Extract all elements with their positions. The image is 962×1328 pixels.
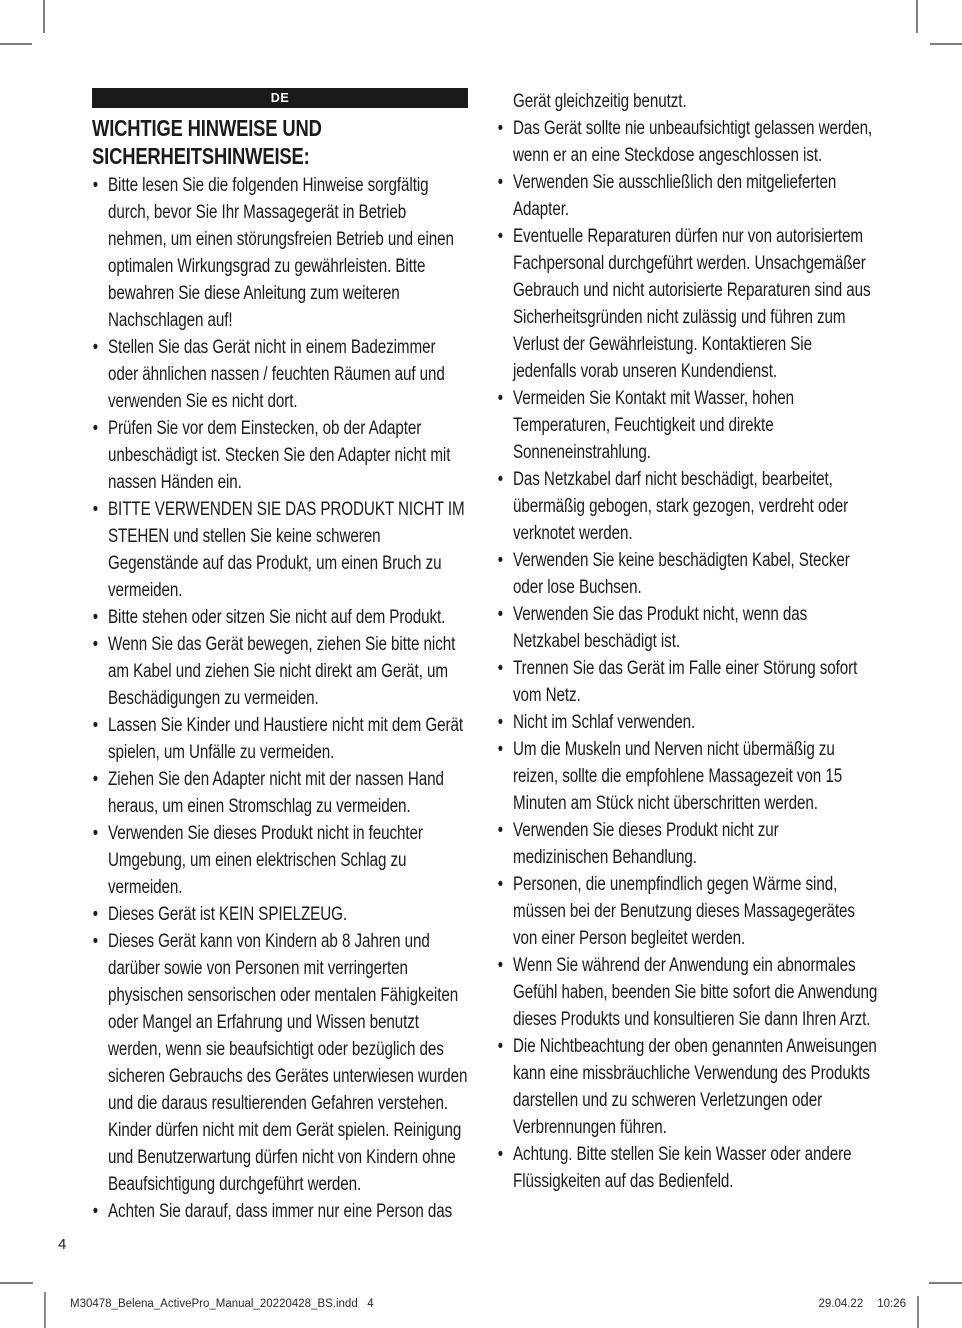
left-column xyxy=(92,114,468,1225)
bullet-item: • Lassen Sie Kinder und Haustiere nicht mit dem Gerät spielen, um Unfälle zu vermeiden. xyxy=(92,712,468,766)
bullet-item: • Prüfen Sie vor dem Einstecken, ob der Adapter unbeschädigt ist. Stecken Sie den Adapter nicht mit nassen Händen ein. xyxy=(92,415,468,496)
bullet-item: • BITTE VERWENDEN SIE DAS PRODUKT NICHT IM STEHEN und stellen Sie keine schweren Gegenstände auf das Produkt, um einen Bruch zu vermeiden. xyxy=(92,496,468,604)
bullet-item: • Die Nichtbeachtung der oben genannten Anweisungen kann eine missbräuchliche Verwendung des Produkts darstellen und zu schweren Verletzungen oder Verbrennungen führen. xyxy=(497,1033,878,1141)
footer-time: 10:26 xyxy=(877,1298,906,1310)
footer-timestamp xyxy=(818,1298,906,1310)
bullet-item: • Ziehen Sie den Adapter nicht mit der nassen Hand heraus, um einen Stromschlag zu vermeiden. xyxy=(92,766,468,820)
bullet-item: • Bitte stehen oder sitzen Sie nicht auf dem Produkt. xyxy=(92,604,468,631)
page-title: WICHTIGE HINWEISE UND SICHERHEITSHINWEISE: xyxy=(92,115,322,169)
bullet-item: • Verwenden Sie keine beschädigten Kabel, Stecker oder lose Buchsen. xyxy=(497,547,878,601)
crop-mark-top-right-vertical xyxy=(916,0,918,33)
bullet-item: • Dieses Gerät kann von Kindern ab 8 Jahren und darüber sowie von Personen mit verringerten physischen sensorischen oder mentalen Fähigkeiten oder Mangel an Erfahrung und Wissen benutzt werden, wenn sie beaufsichtigt oder bezüglich des sicheren Gebrauchs des Gerätes unterwiesen wurden und die daraus resultierenden Gefahren verstehen. Kinder dürfen nicht mit dem Gerät spielen. Reinigung und Benutzerwartung dürfen nicht von Kindern ohne Beaufsichtigung durchgeführt werden. xyxy=(92,928,468,1198)
footer-file-info: M30478_Belena_ActivePro_Manual_20220428_BS.indd 4 xyxy=(70,1298,374,1310)
bullet-item: • Um die Muskeln und Nerven nicht übermäßig zu reizen, sollte die empfohlene Massagezeit von 15 Minuten am Stück nicht überschritten werden. xyxy=(497,736,878,817)
language-badge: DE xyxy=(92,88,468,108)
bullet-item: • Eventuelle Reparaturen dürfen nur von autorisiertem Fachpersonal durchgeführt werden. Unsachgemäßer Gebrauch und nicht autorisierte Reparaturen sind aus Sicherheitsgründen nicht zulässig und führen zum Verlust der Gewährleistung. Kontaktieren Sie jedenfalls vorab unseren Kundendienst. xyxy=(497,223,878,385)
bullet-item: • Trennen Sie das Gerät im Falle einer Störung sofort vom Netz. xyxy=(497,655,878,709)
safety-bullet-list-right xyxy=(497,115,878,1195)
footer-date: 29.04.22 xyxy=(818,1298,864,1310)
bullet-item: • Verwenden Sie ausschließlich den mitgelieferten Adapter. xyxy=(497,169,878,223)
crop-mark-bottom-right-horizontal xyxy=(929,1282,962,1284)
bullet-item: • Wenn Sie während der Anwendung ein abnormales Gefühl haben, beenden Sie bitte sofort die Anwendung dieses Produkts und konsultieren Sie dann Ihren Arzt. xyxy=(497,952,878,1033)
crop-mark-top-left-horizontal xyxy=(0,43,32,45)
bullet-item: • Nicht im Schlaf verwenden. xyxy=(497,709,878,736)
bullet-item: • Verwenden Sie das Produkt nicht, wenn das Netzkabel beschädigt ist. xyxy=(497,601,878,655)
bullet-item: • Wenn Sie das Gerät bewegen, ziehen Sie bitte nicht am Kabel und ziehen Sie nicht direkt am Gerät, um Beschädigungen zu vermeiden. xyxy=(92,631,468,712)
crop-mark-top-left-vertical xyxy=(43,0,45,33)
page-number: 4 xyxy=(58,1236,67,1253)
continued-text: Gerät gleichzeitig benutzt. xyxy=(513,91,687,112)
crop-mark-bottom-left-horizontal xyxy=(0,1282,33,1284)
bullet-item: • Das Netzkabel darf nicht beschädigt, bearbeitet, übermäßig gebogen, stark gezogen, verdreht oder verknotet werden. xyxy=(497,466,878,547)
bullet-item: • Das Gerät sollte nie unbeaufsichtigt gelassen werden, wenn er an eine Steckdose angeschlossen ist. xyxy=(497,115,878,169)
bullet-item: • Stellen Sie das Gerät nicht in einem Badezimmer oder ähnlichen nassen / feuchten Räumen auf und verwenden Sie es nicht dort. xyxy=(92,334,468,415)
safety-bullet-list-left xyxy=(92,172,468,1225)
bullet-item: • Achten Sie darauf, dass immer nur eine Person das xyxy=(92,1198,468,1225)
bullet-item: • Achtung. Bitte stellen Sie kein Wasser oder andere Flüssigkeiten auf das Bedienfeld. xyxy=(497,1141,878,1195)
bullet-item: • Verwenden Sie dieses Produkt nicht zur medizinischen Behandlung. xyxy=(497,817,878,871)
footer-rule-left xyxy=(44,1292,46,1328)
bullet-item: • Vermeiden Sie Kontakt mit Wasser, hohen Temperaturen, Feuchtigkeit und direkte Sonneneinstrahlung. xyxy=(497,385,878,466)
bullet-item: • Bitte lesen Sie die folgenden Hinweise sorgfältig durch, bevor Sie Ihr Massagegerät in Betrieb nehmen, um einen störungsfreien Betrieb und einen optimalen Wirkungsgrad zu gewährleisten. Bitte bewahren Sie diese Anleitung zum weiteren Nachschlagen auf! xyxy=(92,172,468,334)
footer-rule-right xyxy=(917,1296,919,1328)
bullet-item: • Verwenden Sie dieses Produkt nicht in feuchter Umgebung, um einen elektrischen Schlag zu vermeiden. xyxy=(92,820,468,901)
bullet-item: • Dieses Gerät ist KEIN SPIELZEUG. xyxy=(92,901,468,928)
right-column xyxy=(497,88,878,1195)
crop-mark-top-right-horizontal xyxy=(930,43,962,45)
bullet-item: • Personen, die unempfindlich gegen Wärme sind, müssen bei der Benutzung dieses Massagegerätes von einer Person begleitet werden. xyxy=(497,871,878,952)
